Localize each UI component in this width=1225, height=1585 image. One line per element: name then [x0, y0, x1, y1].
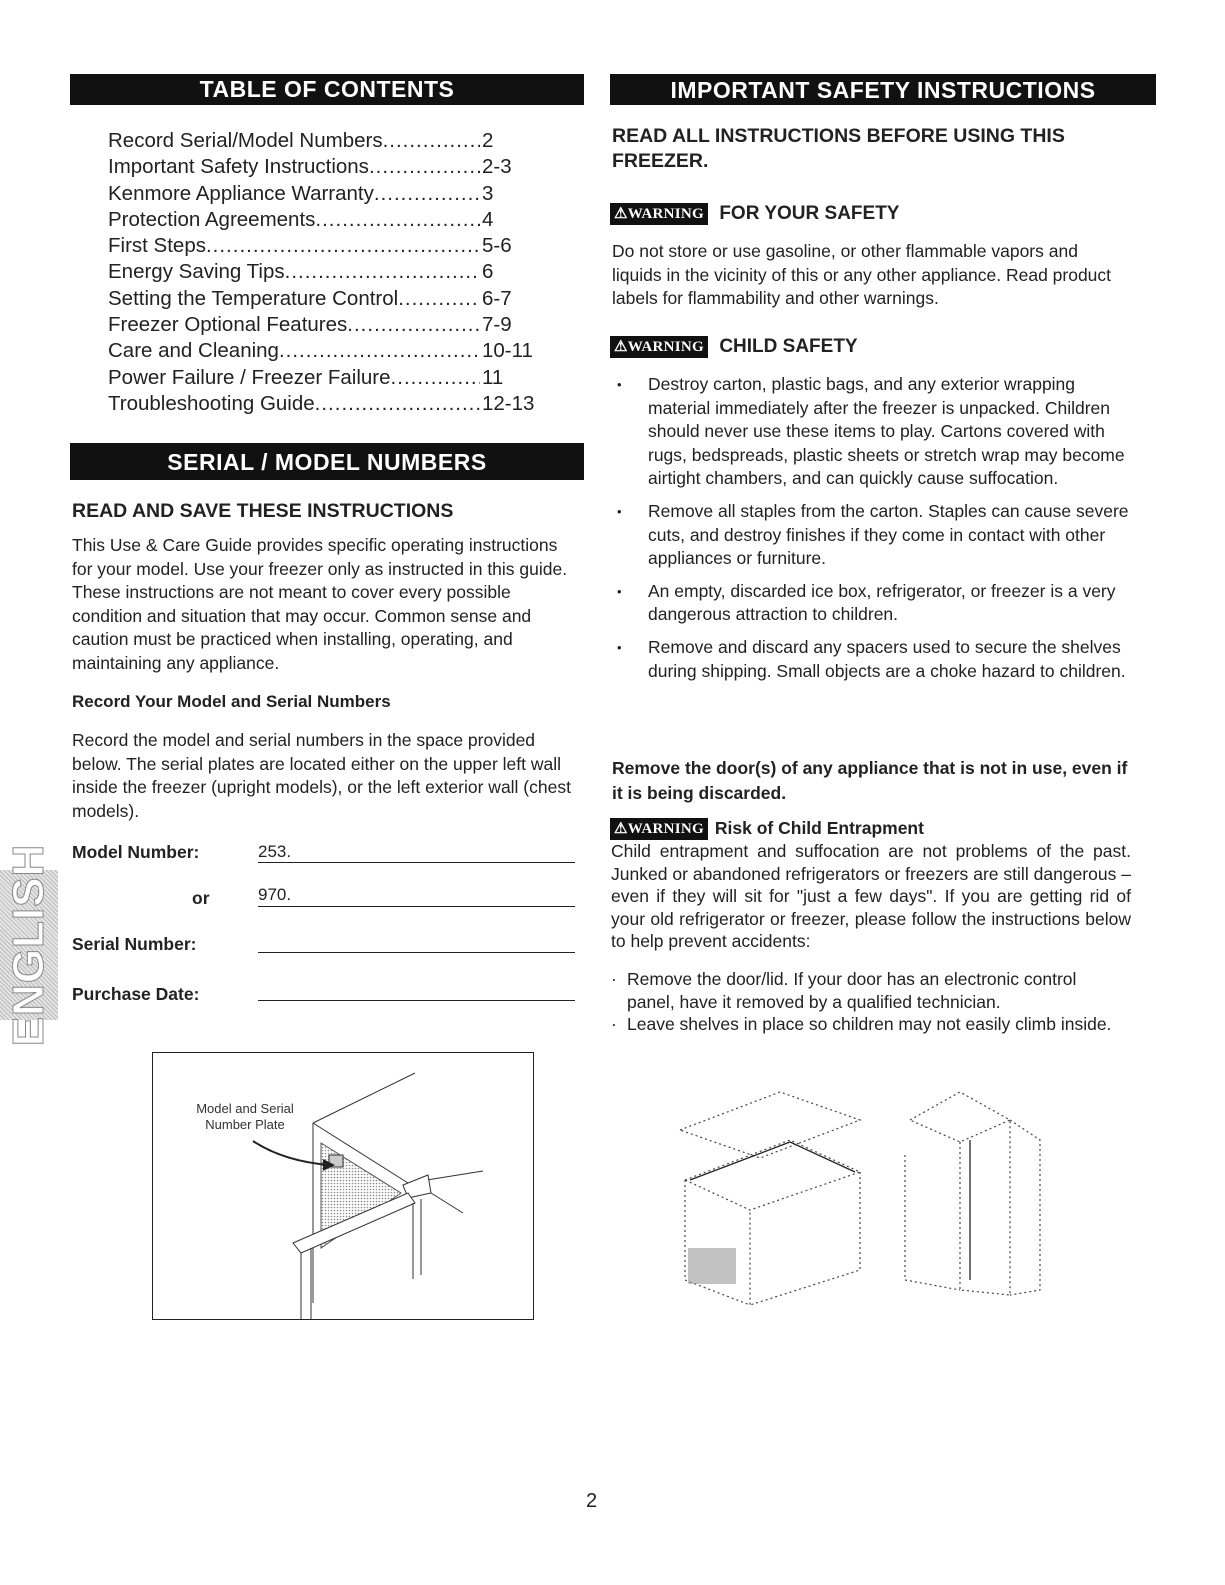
purchase-date-label: Purchase Date:: [72, 984, 200, 1004]
freezers-illustration: [670, 1080, 1070, 1310]
toc-item: [108, 128, 538, 154]
toc-leader-dots: [315, 391, 480, 417]
toc-item: [108, 312, 538, 338]
entrapment-item: · Remove the door/lid. If your door has an electronic control panel, have it removed by a qualified technician.: [611, 968, 1121, 1013]
toc-leader-dots: [285, 259, 480, 285]
toc-item: [108, 391, 538, 417]
warning-badge-1: ⚠WARNING: [610, 203, 708, 225]
child-safety-title: CHILD SAFETY: [719, 336, 858, 358]
read-all-heading: READ ALL INSTRUCTIONS BEFORE USING THIS FREEZER.: [612, 125, 1065, 172]
toc-item: [108, 207, 538, 233]
entrapment-heading: [610, 818, 924, 840]
toc-item-page: 2-3: [482, 155, 512, 179]
english-tab-label: ENGLISH: [4, 843, 53, 1047]
serial-plate-figure: [152, 1052, 534, 1320]
toc-leader-dots: [383, 128, 480, 154]
toc-item-title: Important Safety Instructions: [108, 155, 369, 179]
entrapment-title: Risk of Child Entrapment: [714, 818, 924, 838]
toc-leader-dots: [398, 286, 480, 312]
toc-item-page: 6-7: [482, 286, 512, 310]
purchase-date-line: [258, 1000, 575, 1001]
model-number-line-2: [258, 906, 575, 907]
toc-item-title: Protection Agreements: [108, 207, 316, 231]
child-safety-bullet: • Remove and discard any spacers used to secure the shelves during shipping. Small objects are a choke hazard to children.: [610, 636, 1130, 683]
toc-item: [108, 365, 538, 391]
for-your-safety-title: FOR YOUR SAFETY: [719, 203, 900, 225]
for-your-safety-heading: [610, 203, 899, 225]
intro-paragraph: This Use & Care Guide provides specific operating instructions for your model. Use your freezer only as instructed in this guide. These instructions are not meant to cover every possible condition and situation that may occur. Common sense and caution must be practiced when installing, operating, and maintaining any appliance.: [72, 535, 568, 673]
or-label: or: [192, 888, 210, 908]
child-safety-bullet: • Remove all staples from the carton. Staples can cause severe cuts, and destroy finishes if they come in contact with other appliances or furniture.: [610, 500, 1130, 571]
toc-item-page: 11: [482, 365, 504, 389]
toc-item-page: 3: [482, 181, 494, 205]
toc-leader-dots: [206, 233, 480, 259]
toc-leader-dots: [315, 207, 480, 233]
entrapment-item: · Leave shelves in place so children may not easily climb inside.: [611, 1013, 1121, 1036]
record-paragraph: Record the model and serial numbers in the space provided below. The serial plates are located either on the upper left wall inside the freezer (upright models), or the left exterior wall (chest models).: [72, 730, 571, 821]
toc-item-title: Kenmore Appliance Warranty: [108, 181, 374, 205]
read-save-heading: READ AND SAVE THESE INSTRUCTIONS: [72, 500, 454, 522]
toc-item: [108, 338, 538, 364]
entrapment-text: Child entrapment and suffocation are not problems of the past. Junked or abandoned refrigerators or freezers are still dangerous – even if they will sit for "just a few days". If you are getting rid of your old refrigerator or freezer, please follow the instructions below to help prevent accidents:: [611, 841, 1131, 951]
warning-badge-3: ⚠WARNING: [610, 818, 708, 840]
serial-banner: SERIAL / MODEL NUMBERS: [70, 443, 584, 480]
toc-item-page: 7-9: [482, 313, 512, 337]
record-heading: Record Your Model and Serial Numbers: [72, 692, 391, 711]
toc-item-page: 4: [482, 207, 494, 231]
safety-banner: IMPORTANT SAFETY INSTRUCTIONS: [610, 74, 1156, 105]
remove-doors-notice: Remove the door(s) of any appliance that is not in use, even if it is being discarded.: [612, 758, 1128, 803]
toc-item-page: 2: [482, 129, 494, 152]
model-number-value-2: 970.: [258, 885, 292, 904]
freezer-corner-drawing: [153, 1053, 533, 1319]
toc-item-title: Setting the Temperature Control: [108, 286, 399, 310]
toc-item: [108, 233, 538, 259]
toc-leader-dots: [374, 181, 480, 207]
toc-item: [108, 286, 538, 312]
serial-number-label: Serial Number:: [72, 934, 197, 954]
serial-plate-caption: Model and Serial Number Plate: [196, 1101, 294, 1132]
toc-item: [108, 181, 538, 207]
toc-leader-dots: [347, 312, 480, 338]
toc-item: [108, 259, 538, 285]
child-safety-heading: [610, 336, 858, 358]
english-side-tab: [0, 843, 58, 1047]
child-safety-bullet: • An empty, discarded ice box, refrigerator, or freezer is a very dangerous attraction to children.: [610, 580, 1130, 627]
toc-leader-dots: [369, 154, 480, 180]
model-number-line-1: [258, 862, 575, 863]
toc-leader-dots: [279, 338, 480, 364]
toc-item-title: Care and Cleaning: [108, 339, 279, 363]
toc-item-title: Freezer Optional Features: [108, 313, 348, 337]
child-safety-list: [610, 373, 1130, 692]
toc-item-title: First Steps: [108, 234, 206, 258]
toc-item-page: 6: [482, 260, 494, 284]
toc-item-title: Energy Saving Tips: [108, 260, 285, 284]
toc-item-page: 10-11: [482, 339, 533, 363]
toc-item-page: 5-6: [482, 234, 512, 258]
child-safety-bullet: • Destroy carton, plastic bags, and any exterior wrapping material immediately after the freezer is unpacked. Children should never use these items to play. Cartons covered with rugs, bedspreads, plastic sheets or stretch wrap may become airtight chambers, and can quickly cause suffocation.: [610, 373, 1130, 491]
model-number-label: Model Number:: [72, 842, 200, 862]
toc-item-title: Record Serial/Model Numbers: [108, 129, 383, 152]
model-number-value-1: 253.: [258, 842, 292, 861]
toc-item: [108, 154, 538, 180]
table-of-contents: [108, 128, 538, 417]
toc-item-page: 12-13: [482, 391, 535, 415]
toc-item-title: Troubleshooting Guide: [108, 391, 315, 415]
toc-banner: TABLE OF CONTENTS: [70, 74, 584, 105]
warning-badge-2: ⚠WARNING: [610, 336, 708, 358]
toc-item-title: Power Failure / Freezer Failure: [108, 365, 391, 389]
entrapment-list: [611, 968, 1121, 1036]
serial-number-line: [258, 952, 575, 953]
page-number: 2: [586, 1490, 598, 1512]
for-your-safety-text: Do not store or use gasoline, or other flammable vapors and liquids in the vicinity of this or any other appliance. Read product labels for flammability and other warnings.: [612, 241, 1112, 309]
toc-leader-dots: [391, 365, 480, 391]
